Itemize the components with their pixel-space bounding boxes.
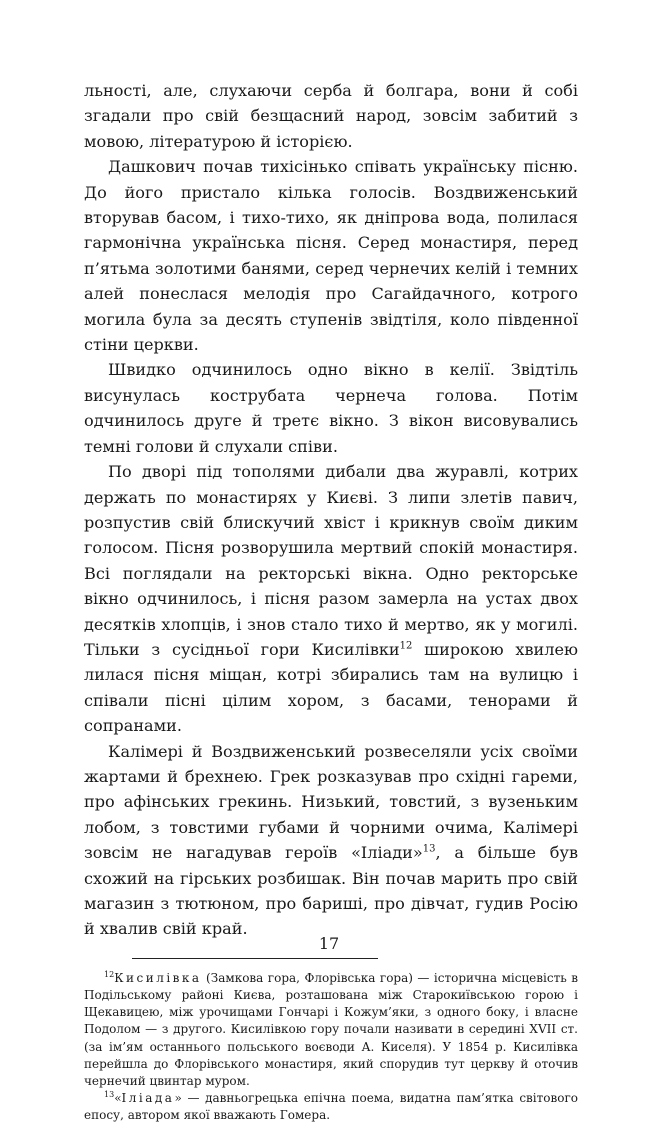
footnote-13 [84, 1090, 578, 1124]
paragraph-2: Дашкович почав тихісінько співать українську пісню. До його пристало кілька голосів. Воздвиженський вторував басом, і тихо-тихо, як дніпрова вода, полилася гармонічна українська пісня. Серед монастиря, перед п’ятьма золотими банями, серед чернечих келій і темних алей понеслася мелодія про Сагайдачного, котрого могила була за десять ступенів звідтіля, коло південної стіни церкви. [84, 157, 578, 355]
paragraph-5-text-a: Калімері й Воздвиженський розвеселяли усіх своїми жартами й брехнею. Грек розказував про східні гареми, про афінських грекинь. Низький, товстий, з вузеньким лобом, з товстими губами й чорними очима, Калімері зовсім не нагадував героїв «Іліади» [84, 741, 578, 863]
page-number: 17 [318, 934, 340, 953]
footnote-12-term: Кисилівка [114, 970, 202, 985]
footnote-ref-12: 12 [399, 640, 413, 652]
footnote-12 [84, 970, 578, 1090]
paragraph-4 [84, 459, 578, 738]
footnote-13-text: » — давньогрецька епічна поема, видатна пам’ятка світового епосу, автором якої вважають Гомера. [84, 1091, 578, 1123]
footnote-ref-13: 13 [422, 843, 436, 855]
paragraph-5 [84, 739, 578, 942]
paragraph-5-text-b: , а більше був схожий на гірських розбишак. Він почав марить про свій магазин з тютюном, про бариші, про дівчат, гудив Росію й хвалив свій край. [84, 843, 578, 939]
paragraph-4-text-a: По дворі під тополями дибали два журавлі, котрих держать по монастирях у Києві. З липи злетів павич, розпустив свій блискучий хвіст і крикнув своїм диким голосом. Пісня розворушила мертвий спокій монастиря. Всі поглядали на ректорські вікна. Одно ректорське вікно одчинилось, і пісня разом замерла на устах двох десятків хлопців, і знов стало тихо й мертво, як у могилі. Тільки з сусідньої гори Кисилівки [84, 462, 578, 659]
footnote-12-number: 12 [104, 969, 115, 979]
footnote-divider [132, 958, 378, 959]
paragraph-4-text-b: широкою хвилею лилася пісня міщан, котрі збирались там на вулицю і співали пісні цілим хором, з басами, тенорами й сопранами. [84, 639, 579, 736]
paragraph-1: льності, але, слухаючи серба й болгара, вони й собі згадали про свій безщасний народ, зовсім забитий з мовою, літературою й історією. [84, 81, 578, 151]
footnotes [84, 970, 578, 1125]
main-text [84, 78, 578, 942]
footnote-13-term: Іліада [121, 1091, 175, 1106]
paragraph-3: Швидко одчинилось одно вікно в келії. Звідтіль висунулась кострубата чернеча голова. Потім одчинилось друге й третє вікно. З вікон висовувались темні голови й слухали співи. [84, 360, 578, 456]
footnote-12-text: (Замкова гора, Флорівська гора) — історична місцевість в Подільському районі Києва, розташована між Старокиївською горою і Щекавицею, між урочищами Гончарі і Кожум’яки, з одного боку, і власне Подолом — з другого. Кисилівкою гору почали називати в середині XVII ст. (за ім’ям останнього польського воєводи А. Киселя). У 1854 р. Кисилівка перейшла до Флорівського монастиря, який спорудив тут церкву й оточив чернечий цвинтар муром. [84, 970, 578, 1089]
footnote-13-number: 13 [104, 1090, 115, 1100]
footnote-13-open-quote: « [114, 1091, 122, 1106]
